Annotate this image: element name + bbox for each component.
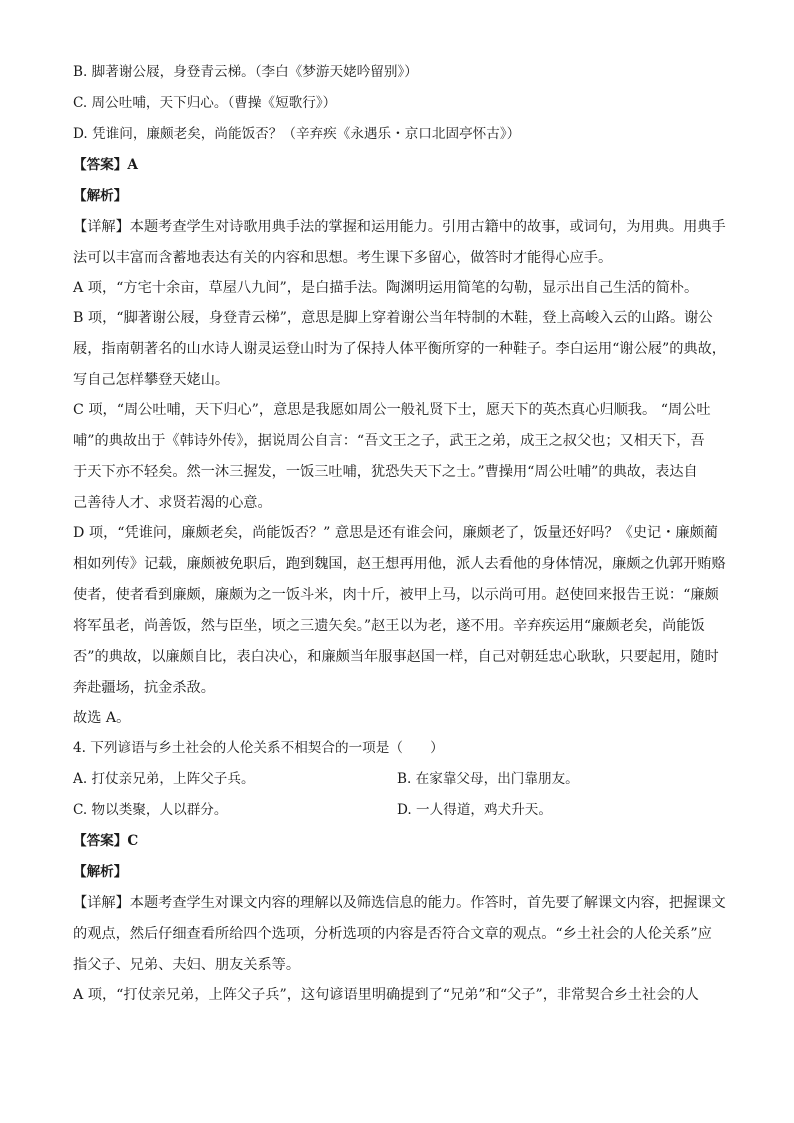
q3-detail-line: 法可以丰富而含蓄地表达有关的内容和思想。考生课下多留心，做答时才能得心应手。 bbox=[73, 250, 613, 266]
q3-detail-line: D 项，“凭谁问，廉颇老矣，尚能饭否？” 意思是还有谁会问，廉颇老了，饭量还好吗？《史记・廉颇蔺 bbox=[73, 525, 718, 541]
q3-detail-paragraph bbox=[73, 400, 723, 514]
q4-detail-paragraph bbox=[73, 893, 726, 976]
q3-detail-line: 于天下亦不轻矣。然一沐三握发，一饭三吐哺，犹恐失天下之士。”曹操用“周公吐哺”的典故，表达自 bbox=[73, 464, 698, 480]
q4-analysis-heading: 【解析】 bbox=[73, 864, 128, 880]
q3-detail-line: 屐，指南朝著名的山水诗人谢灵运登山时为了保持人体平衡所穿的一种鞋子。李白运用“谢公屐”的典故， bbox=[73, 341, 726, 357]
q3-detail-line: 奔赴疆场，抗金杀敌。 bbox=[73, 680, 215, 696]
q3-detail-line: 使者，使者看到廉颇，廉颇为之一饭斗米，肉十斤，被甲上马，以示尚可用。赵使回来报告王说：“廉颇 bbox=[73, 587, 719, 603]
document-page bbox=[73, 62, 726, 1015]
q4-options-row-1 bbox=[73, 769, 723, 790]
q4-option-d: D. 一人得道，鸡犬升天。 bbox=[397, 802, 552, 818]
q3-detail-line: 相如列传》记载，廉颇被免职后，跑到魏国，赵王想再用他，派人去看他的身体情况，廉颇之仇郭开贿赂 bbox=[73, 556, 726, 572]
q3-detail-line: 哺”的典故出于《韩诗外传》，据说周公自言：“吾文王之子，武王之弟，成王之叔父也；又相天下，吾 bbox=[73, 433, 705, 449]
q4-answer: 【答案】C bbox=[73, 833, 139, 849]
q3-answer: 【答案】A bbox=[73, 157, 138, 173]
q3-detail-line: 己善待人才、求贤若渴的心意。 bbox=[73, 495, 272, 511]
q3-detail-line: 写自己怎样攀登天姥山。 bbox=[73, 372, 230, 388]
q3-detail-paragraph bbox=[73, 308, 726, 391]
q4-detail-paragraph bbox=[73, 985, 723, 1006]
q3-option-d: D. 凭谁问，廉颇老矣，尚能饭否？（辛弃疾《永遇乐・京口北固亭怀古》） bbox=[73, 126, 521, 142]
q3-analysis-heading: 【解析】 bbox=[73, 188, 128, 204]
q3-detail-paragraph bbox=[73, 278, 723, 299]
q3-detail-line: B 项，“脚著谢公屐，身登青云梯”，意思是脚上穿着谢公当年特制的木鞋，登上高峻入云的山路。谢公 bbox=[73, 310, 713, 326]
q4-detail-line: A 项，“打仗亲兄弟，上阵父子兵”，这句谚语里明确提到了“兄弟”和“父子”，非常契合乡土社会的人 bbox=[73, 987, 699, 1003]
q4-detail-line: 【详解】本题考查学生对课文内容的理解以及筛选信息的能力。作答时，首先要了解课文内容，把握课文 bbox=[73, 895, 726, 911]
q3-detail-line: 【详解】本题考查学生对诗歌用典手法的掌握和运用能力。引用古籍中的故事，或词句，为用典。用典手 bbox=[73, 219, 726, 235]
q3-option-b: B. 脚著谢公屐，身登青云梯。（李白《梦游天姥吟留别》） bbox=[73, 64, 418, 80]
q3-detail-line: C 项，“周公吐哺，天下归心”，意思是我愿如周公一般礼贤下士，愿天下的英杰真心归顺我。 “周公吐 bbox=[73, 402, 711, 418]
q4-detail-line: 指父子、兄弟、夫妇、朋友关系等。 bbox=[73, 957, 301, 973]
q3-detail-line: 故选 A。 bbox=[73, 710, 131, 726]
q3-option-c: C. 周公吐哺，天下归心。（曹操《短歌行》） bbox=[73, 95, 337, 111]
q4-options-row-2 bbox=[73, 800, 723, 821]
q3-detail-paragraph bbox=[73, 708, 723, 729]
q3-detail-line: 否”的典故，以廉颇自比，表白决心，和廉颇当年服事赵国一样，自己对朝廷忠心耿耿，只要起用，随时 bbox=[73, 649, 719, 665]
q4-detail-line: 的观点，然后仔细查看所给四个选项，分析选项的内容是否符合文章的观点。“乡土社会的人伦关系”应 bbox=[73, 926, 712, 942]
q4-detail bbox=[73, 893, 726, 1006]
q3-detail bbox=[73, 217, 726, 729]
q3-detail-line: A 项，“方宅十余亩，草屋八九间”，是白描手法。陶渊明运用简笔的勾勒，显示出自己生活的简朴。 bbox=[73, 280, 699, 296]
q3-detail-line: 将军虽老，尚善饭，然与臣坐，顷之三遗矢矣。”赵王以为老，遂不用。辛弃疾运用“廉颇老矣，尚能饭 bbox=[73, 618, 705, 634]
q4-option-c: C. 物以类聚，人以群分。 bbox=[73, 802, 228, 818]
q3-detail-paragraph bbox=[73, 523, 726, 699]
q4-stem: 4. 下列谚语与乡土社会的人伦关系不相契合的一项是（ ） bbox=[73, 740, 444, 756]
q4-option-b: B. 在家靠父母，出门靠朋友。 bbox=[397, 771, 579, 787]
q4-option-a: A. 打仗亲兄弟，上阵父子兵。 bbox=[73, 771, 255, 787]
q3-detail-paragraph bbox=[73, 217, 726, 269]
